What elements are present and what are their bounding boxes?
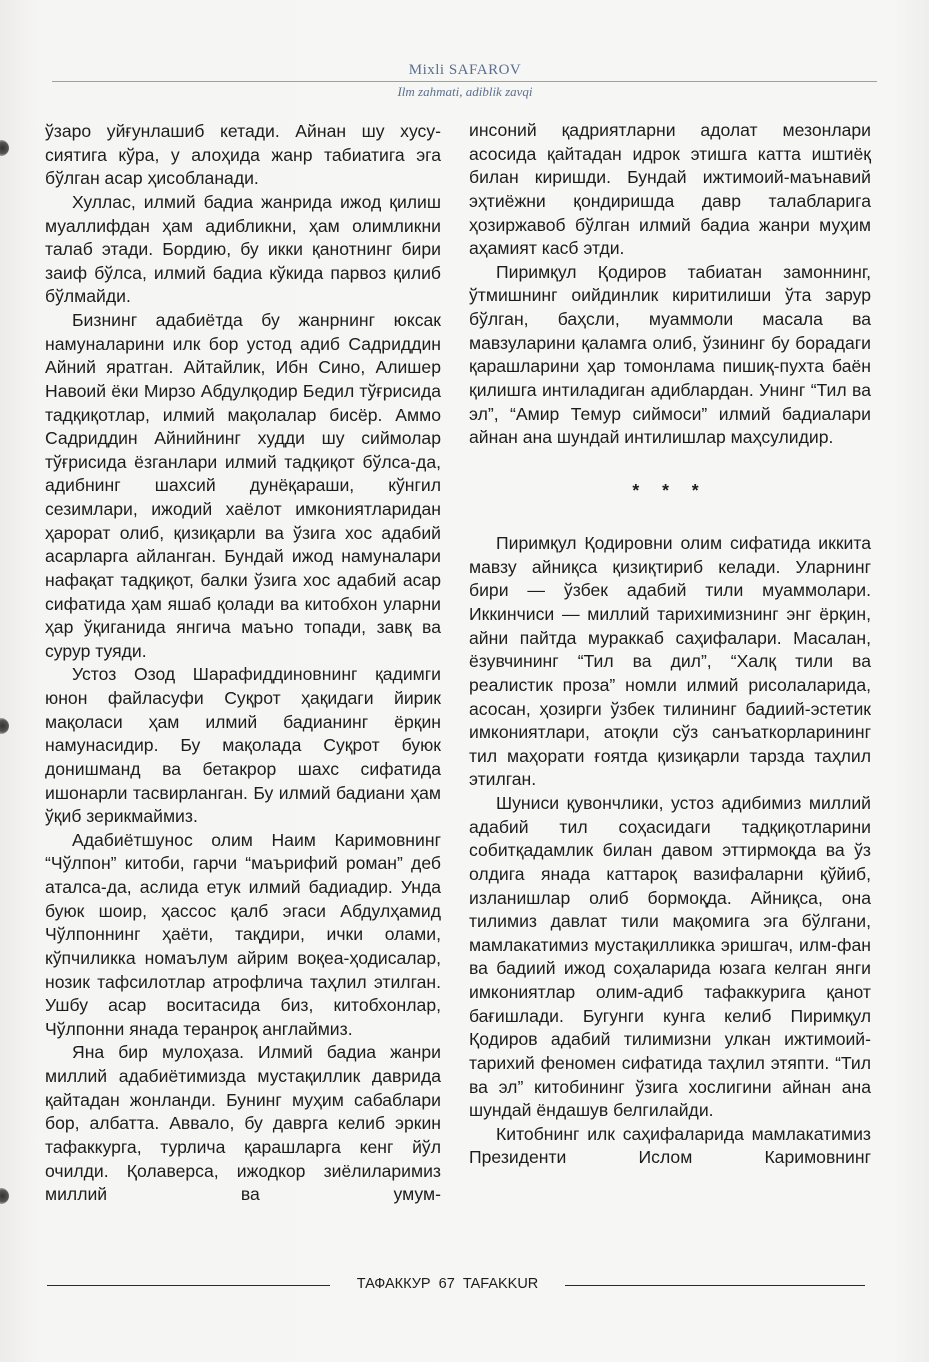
paragraph: Пиримқул Қодиров табиатан замоннинг, ўтмишнинг оийдинлик киритилиши ўта зарур бўлган, баҳсли, муаммоли масала ва мавзуларини қаламга олиб, ўзининг бу борадаги қарашларини ҳар томонлама пишиқ-пухта баён қилишга интиладиган адиблардан. Унинг “Тил ва эл”, “Амир Темур сиймоси” илмий бадиалари айнан ана шундай интилишлар маҳсулидир.: [469, 261, 871, 448]
paragraph: Устоз Озод Шарафиддиновнинг қадимги юнон файласуфи Суқрот ҳақидаги йирик мақоласи ҳам илмий бадианинг ёрқин намунасидир. Бу мақолада Суқрот буюк донишманд ва бетакрор шахс сифатида ишонарли тасвирланган. Бу илмий бадиани ҳам ўқиб зерикмаймиз.: [45, 664, 441, 827]
running-header: [0, 58, 929, 108]
left-column: [45, 120, 441, 1207]
paragraph: Яна бир мулоҳаза. Илмий бадиа жанри миллий адабиётимизда мустақиллик даврида қайтадан жонланди. Бунинг муҳим сабаблари бор, албатта. Аввало, бу даврга келиб эркин тафаккурга, турлича қарашларга кенг йўл очилди. Қолаверса, ижодкор зиёлиларимиз миллий ва умум-: [45, 1042, 441, 1205]
paragraph: Китобнинг илк саҳифаларида мамлакатимиз Президенти Ислом Каримовнинг: [469, 1123, 871, 1168]
section-separator: * * *: [632, 480, 708, 501]
header-rule: [52, 81, 877, 82]
paragraph: Адабиётшунос олим Наим Каримовнинг “Чўлпон” китоби, гарчи “маърифий роман” деб аталса-да, аслида етук илмий бадиадир. Унда буюк шоир, ҳассос қалб эгаси Абдулҳамид Чўлпоннинг ҳаёти, тақдири, ички олами, кўпчиликка номаълум айрим воқеа-ҳодисалар, нозик тафсилотлар атрофлича таҳлил этилган. Ушбу асар воситасида биз, китобхонлар, Чўлпонни янада теранроқ англаймиз.: [45, 829, 441, 1039]
page-footer: [0, 1274, 929, 1298]
binder-hole: [0, 718, 9, 734]
footer-label: [330, 1276, 565, 1292]
paragraph: Бизнинг адабиётда бу жанрнинг юксак намуналарини илк бор устод адиб Садриддин Айний яратган. Айтайлик, Ибн Сино, Алишер Навоий ёки Мирзо Абдулқодир Бедил тўғрисида тадқиқотлар, илмий мақолалар бисёр. Аммо Садриддин Айнийнинг худди шу сиймолар тўғрисида ёзганлари илмий тадқиқот бўлса-да, адибнинг шахсий дунёқараши, кўнгил сезимлари, ижодий хаёлот имкониятларидан ҳарорат олиб, қизиқарли ва ўзига хос адабий асарларга айланган. Бундай ижод намуналари нафақат тадқиқот, балки ўзига хос адабий асар сифатида ҳам яшаб қолади ва китобхон уларни ҳар ўқиганида янгича маъно топади, завқ ва сурур туяди.: [45, 310, 441, 661]
right-column: [469, 119, 871, 1170]
paragraph: Пиримқул Қодировни олим сифатида иккита мавзу айниқса қизиқтириб келади. Уларнинг бири — ўзбек адабий тили муаммолари. Иккинчиси — миллий тарихимизнинг энг ёрқин, айни пайтда мураккаб саҳифалари. Масалан, ёзувчининг “Тил ва дил”, “Халқ тили ва реалистик проза” номли илмий рисолаларида, асосан, ҳозирги ўзбек тилининг бадиий-эстетик имкониятлари, атоқли сўз санъаткорларининг тил маҳорати ғоятда қизиқарли тарзда таҳлил этилган.: [469, 533, 871, 790]
header-subtitle: Ilm zahmati, adiblik zavqi: [397, 84, 533, 99]
page-number: 67: [438, 1276, 455, 1292]
footer-rule-left: [47, 1285, 330, 1286]
header-author: Mixli SAFAROV: [408, 62, 522, 78]
paragraph: Хуллас, илмий бадиа жанрида ижод қилиш муаллифдан ҳам адибликни, ҳам олимликни талаб этади. Бордию, бу икки қанотнинг бири заиф бўлса, илмий бадиа кўкида парвоз қилиб бўлмайди.: [45, 191, 441, 307]
binder-hole: [0, 140, 9, 156]
binder-hole: [0, 1188, 9, 1204]
paragraph: ўзаро уйғунлашиб кетади. Айнан шу хусусиятига кўра, у алоҳида жанр табиатига эга бўлган асар ҳисобланади.: [45, 121, 441, 189]
paragraph: Шуниси қувончлики, устоз адибимиз миллий адабий тил соҳасидаги тадқиқотларини собитқадамлик билан давом эттирмоқда ва ўз олдига янада каттароқ вазифаларни қўйиб, изланишлар олиб бормоқда. Айниқса, она тилимиз давлат тили мақомига эга бўлгани, мамлакатимиз мустақилликка эришгач, илм-фан ва бадиий ижод соҳаларида юзага келган янги имкониятлар олим-адиб тафаккурига қанот бағишлади. Бугунги кунга келиб Пиримқул Қодиров адабий тилимизни улкан ижтимоий-тарихий феномен сифатида таҳлил этяпти. “Тил ва эл” китобининг ўзига хослигини айнан ана шундай ёндашув белгилайди.: [469, 793, 871, 1121]
footer-rule-right: [565, 1285, 865, 1286]
paragraph: инсоний қадриятларни адолат мезонлари асосида қайтадан идрок этишга катта иштиёқ билан киришди. Бундай ижтимоий-маънавий эҳтиёжни қондиришда давр талабларига ҳозиржавоб бўлган илмий бадиа жанри муҳим аҳамият касб этди.: [469, 120, 871, 259]
footer-magazine-latin: TAFAKKUR: [462, 1276, 539, 1292]
footer-magazine-cyrillic: ТАФАККУР: [356, 1276, 431, 1292]
